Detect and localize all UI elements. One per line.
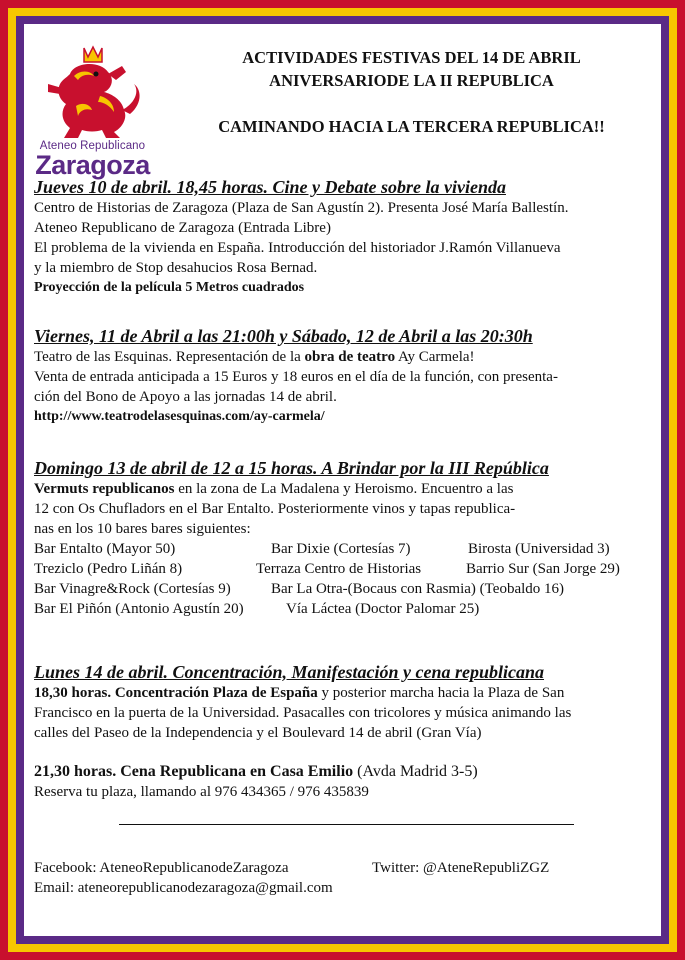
section-lunes-reserva: Reserva tu plaza, llamando al 976 434365 / 976 435839 — [34, 784, 369, 800]
section-lunes-cena — [34, 762, 658, 782]
section-viernes-title: Viernes, 11 de Abril a las 21:00h y Sábado, 12 de Abril a las 20:30h — [34, 326, 533, 346]
section-jueves — [34, 176, 658, 298]
lion-emblem-icon — [30, 44, 155, 142]
bar-list-item: Barrio Sur (San Jorge 29) — [466, 561, 620, 577]
section-jueves-line: Ateneo Republicano de Zaragoza (Entrada Libre) — [34, 220, 331, 236]
footer-twitter: Twitter: @AteneRepubliZGZ — [372, 860, 550, 876]
section-viernes-line: Venta de entrada anticipada a 15 Euros y 18 euros en el día de la función, con presenta- — [34, 369, 558, 385]
section-viernes-line: ción del Bono de Apoyo a las jornadas 14 de abril. — [34, 389, 337, 405]
bar-list-item: Vía Láctea (Doctor Palomar 25) — [286, 601, 480, 617]
header — [169, 46, 654, 138]
section-domingo-line: 12 con Os Chufladors en el Bar Entalto. Posteriormente vinos y tapas republica- — [34, 501, 516, 517]
footer-facebook: Facebook: AteneoRepublicanodeZaragoza — [34, 860, 289, 876]
bar-list-item: Bar El Piñón (Antonio Agustín 20) — [34, 601, 244, 617]
logo-org-small-text: Ateneo Republicano — [39, 140, 146, 152]
section-lunes-line: Francisco en la puerta de la Universidad. Pasacalles con tricolores y música animando las — [34, 705, 572, 721]
bar-list-item: Terraza Centro de Historias — [256, 561, 422, 577]
header-title-line-2: ANIVERSARIODE LA II REPUBLICA — [269, 71, 554, 90]
text-span: y posterior marcha hacia la Plaza de San — [317, 685, 565, 701]
section-domingo-line — [34, 479, 658, 499]
header-slogan: CAMINANDO HACIA LA TERCERA REPUBLICA!! — [218, 117, 605, 136]
text-span: (Avda Madrid 3-5) — [353, 763, 478, 780]
bar-list-item: Bar Vinagre&Rock (Cortesías 9) — [34, 581, 231, 597]
header-title-line-1: ACTIVIDADES FESTIVAS DEL 14 DE ABRIL — [242, 48, 581, 67]
text-span-bold: Vermuts republicanos — [34, 481, 175, 497]
text-span: Teatro de las Esquinas. Representación de la — [34, 349, 305, 365]
section-lunes-title: Lunes 14 de abril. Concentración, Manifestación y cena republicana — [34, 662, 545, 682]
footer-email: Email: ateneorepublicanodezaragoza@gmail.com — [34, 880, 333, 896]
text-span-bold: obra de teatro — [304, 349, 396, 365]
section-jueves-film: Proyección de la película 5 Metros cuadrados — [34, 280, 305, 295]
section-jueves-line: y la miembro de Stop desahucios Rosa Bernad. — [34, 260, 318, 276]
section-viernes-line — [34, 347, 658, 367]
bar-list-item: Bar Dixie (Cortesías 7) — [271, 541, 411, 557]
text-span: en la zona de La Madalena y Heroismo. Encuentro a las — [174, 481, 514, 497]
section-domingo-line: nas en los 10 bares bares siguientes: — [34, 521, 251, 537]
section-jueves-line: Centro de Historias de Zaragoza (Plaza de San Agustín 2). Presenta José María Ballestín. — [34, 200, 569, 216]
section-lunes-line: calles del Paseo de la Independencia y el Boulevard 14 de abril (Gran Vía) — [34, 725, 482, 741]
bar-list — [34, 539, 658, 619]
logo — [30, 44, 155, 184]
bar-list-item: Birosta (Universidad 3) — [468, 541, 610, 557]
text-span-bold: 21,30 horas. Cena Republicana en Casa Emilio — [34, 763, 354, 780]
divider-rule — [119, 824, 574, 825]
section-jueves-line: El problema de la vivienda en España. Introducción del historiador J.Ramón Villanueva — [34, 240, 561, 256]
section-jueves-title: Jueves 10 de abril. 18,45 horas. Cine y Debate sobre la vivienda — [34, 177, 506, 197]
bar-list-item: Bar La Otra-(Bocaus con Rasmia) (Teobaldo 16) — [271, 581, 565, 597]
section-lunes-line — [34, 683, 658, 703]
section-lunes — [34, 661, 658, 802]
section-viernes-url: http://www.teatrodelasesquinas.com/ay-carmela/ — [34, 409, 325, 424]
bar-list-item: Treziclo (Pedro Liñán 8) — [34, 561, 183, 577]
text-span-bold: 18,30 horas. Concentración Plaza de España — [34, 685, 318, 701]
logo-org-big-text: Zaragoza — [35, 150, 150, 180]
section-domingo — [34, 457, 658, 619]
footer-contacts — [34, 858, 658, 898]
bar-list-item: Bar Entalto (Mayor 50) — [34, 541, 176, 557]
text-span: Ay Carmela! — [395, 349, 475, 365]
footer-line — [34, 858, 658, 878]
section-domingo-title: Domingo 13 de abril de 12 a 15 horas. A Brindar por la III República — [34, 458, 549, 478]
poster-page — [24, 24, 661, 936]
section-viernes — [34, 325, 658, 427]
